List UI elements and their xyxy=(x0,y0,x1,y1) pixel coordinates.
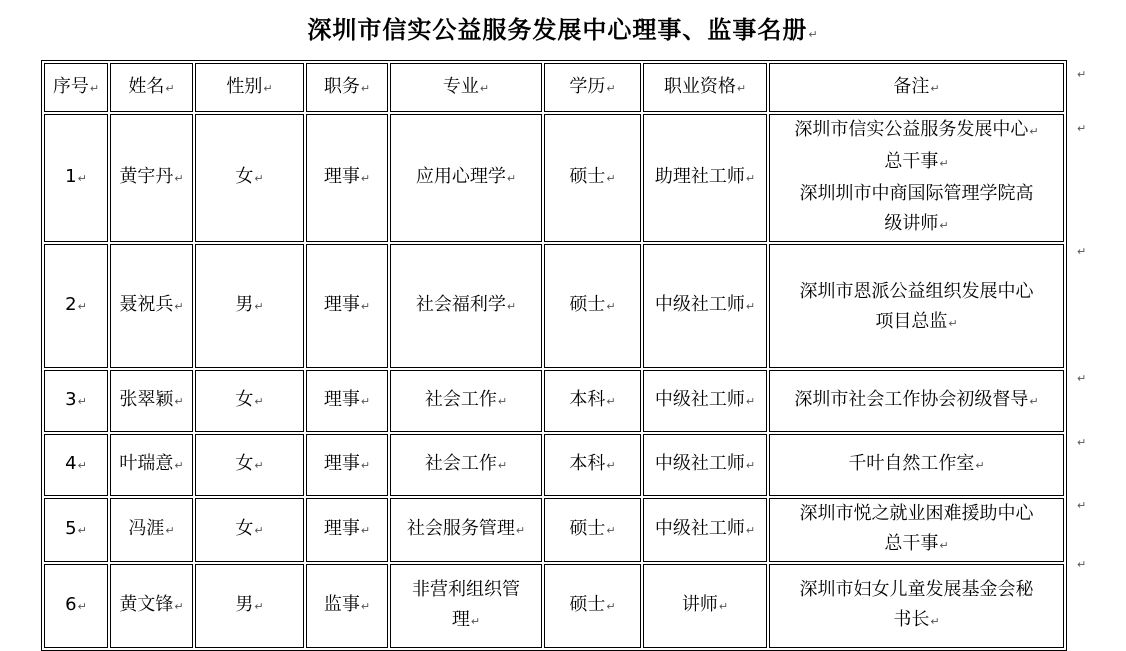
cell-index: 2↵ xyxy=(44,244,108,368)
cell-qualification: 中级社工师↵ xyxy=(643,498,767,562)
cell-remarks: 深圳市信实公益服务发展中心↵ 总干事↵ 深圳圳市中商国际管理学院高 级讲师↵ xyxy=(769,114,1064,242)
board-roster-table xyxy=(41,60,1067,651)
header-cell-education: 学历↵ xyxy=(544,63,641,112)
cell-gender: 女↵ xyxy=(195,370,304,432)
cell-name: 黄文锋↵ xyxy=(110,564,193,648)
row-end-mark: ↵ xyxy=(1077,68,1087,81)
cell-role: 理事↵ xyxy=(306,370,388,432)
cell-index: 1↵ xyxy=(44,114,108,242)
row-end-mark: ↵ xyxy=(1077,372,1087,385)
table-row xyxy=(44,564,1064,648)
cell-major: 非营利组织管 理↵ xyxy=(390,564,542,648)
cell-role: 理事↵ xyxy=(306,498,388,562)
cell-gender: 男↵ xyxy=(195,564,304,648)
row-end-mark: ↵ xyxy=(1077,436,1087,449)
row-end-mark: ↵ xyxy=(1077,499,1087,512)
cell-remarks: 深圳市恩派公益组织发展中心 项目总监↵ xyxy=(769,244,1064,368)
document-title: 深圳市信实公益服务发展中心理事、监事名册↵ xyxy=(307,16,819,44)
header-cell-index: 序号↵ xyxy=(44,63,108,112)
header-cell-gender: 性别↵ xyxy=(195,63,304,112)
header-cell-major: 专业↵ xyxy=(390,63,542,112)
cell-major: 社会工作↵ xyxy=(390,370,542,432)
header-cell-role: 职务↵ xyxy=(306,63,388,112)
cell-index: 5↵ xyxy=(44,498,108,562)
table-row xyxy=(44,114,1064,242)
cell-qualification: 中级社工师↵ xyxy=(643,244,767,368)
cell-name: 张翠颖↵ xyxy=(110,370,193,432)
cell-role: 监事↵ xyxy=(306,564,388,648)
table-header-row xyxy=(44,63,1064,112)
table-row xyxy=(44,498,1064,562)
table-row xyxy=(44,434,1064,496)
cell-index: 3↵ xyxy=(44,370,108,432)
header-cell-name: 姓名↵ xyxy=(110,63,193,112)
cell-education: 硕士↵ xyxy=(544,564,641,648)
cell-index: 4↵ xyxy=(44,434,108,496)
cell-role: 理事↵ xyxy=(306,244,388,368)
table-row xyxy=(44,370,1064,432)
cell-education: 本科↵ xyxy=(544,370,641,432)
cell-education: 本科↵ xyxy=(544,434,641,496)
cell-remarks: 深圳市悦之就业困难援助中心 总干事↵ xyxy=(769,498,1064,562)
cell-gender: 女↵ xyxy=(195,114,304,242)
row-end-mark: ↵ xyxy=(1077,245,1087,258)
cell-remarks: 深圳市妇女儿童发展基金会秘 书长↵ xyxy=(769,564,1064,648)
cell-name: 黄宇丹↵ xyxy=(110,114,193,242)
cell-name: 冯涯↵ xyxy=(110,498,193,562)
cell-major: 社会福利学↵ xyxy=(390,244,542,368)
table-row xyxy=(44,244,1064,368)
cell-index: 6↵ xyxy=(44,564,108,648)
cell-education: 硕士↵ xyxy=(544,244,641,368)
cell-name: 聂祝兵↵ xyxy=(110,244,193,368)
cell-role: 理事↵ xyxy=(306,114,388,242)
cell-remarks: 深圳市社会工作协会初级督导↵ xyxy=(769,370,1064,432)
cell-qualification: 讲师↵ xyxy=(643,564,767,648)
header-cell-qualification: 职业资格↵ xyxy=(643,63,767,112)
cell-remarks: 千叶自然工作室↵ xyxy=(769,434,1064,496)
cell-gender: 女↵ xyxy=(195,498,304,562)
row-end-mark: ↵ xyxy=(1077,558,1087,571)
cell-education: 硕士↵ xyxy=(544,498,641,562)
cell-name: 叶瑞意↵ xyxy=(110,434,193,496)
row-end-mark: ↵ xyxy=(1077,122,1087,135)
cell-qualification: 助理社工师↵ xyxy=(643,114,767,242)
cell-education: 硕士↵ xyxy=(544,114,641,242)
cell-gender: 男↵ xyxy=(195,244,304,368)
cell-qualification: 中级社工师↵ xyxy=(643,370,767,432)
cell-gender: 女↵ xyxy=(195,434,304,496)
cell-role: 理事↵ xyxy=(306,434,388,496)
cell-major: 社会服务管理↵ xyxy=(390,498,542,562)
cell-qualification: 中级社工师↵ xyxy=(643,434,767,496)
cell-major: 社会工作↵ xyxy=(390,434,542,496)
header-cell-remarks: 备注↵ xyxy=(769,63,1064,112)
cell-major: 应用心理学↵ xyxy=(390,114,542,242)
